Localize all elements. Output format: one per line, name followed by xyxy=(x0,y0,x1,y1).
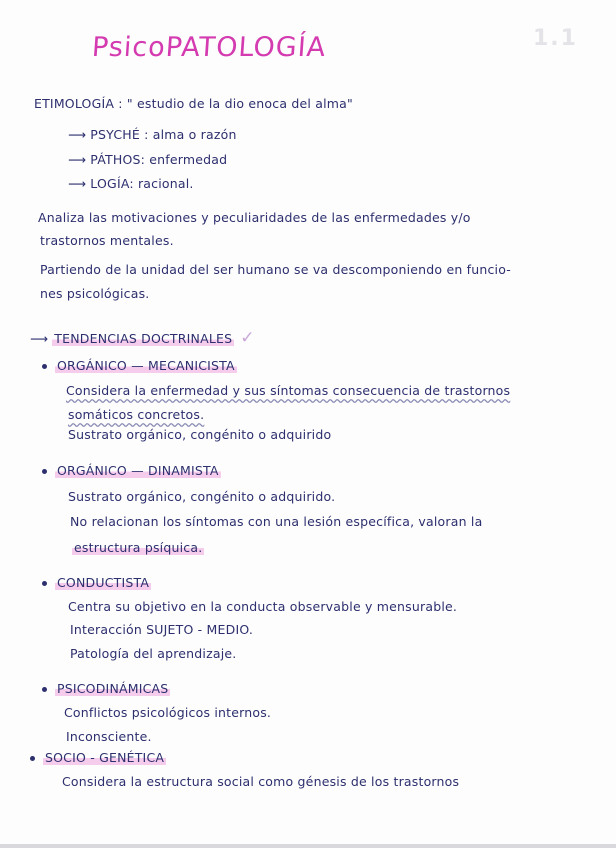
tendencia-line xyxy=(66,383,510,398)
bullet-icon xyxy=(42,469,47,474)
arrow-icon: ⟶ xyxy=(68,127,91,142)
etimologia-item xyxy=(68,176,194,191)
intro-line: Analiza las motivaciones y peculiaridades de las enfermedades y/o xyxy=(38,210,471,225)
tendencia-line: Centra su objetivo en la conducta observable y mensurable. xyxy=(68,599,458,614)
etimologia-label: ETIMOLOGÍA : xyxy=(34,96,123,111)
arrow-icon: ⟶ xyxy=(68,152,91,167)
tendencia-name: SOCIO - GENÉTICA xyxy=(45,750,165,765)
page-number: 1.1 xyxy=(533,26,578,51)
tendencia-heading xyxy=(42,358,237,373)
tendencia-line: Interacción SUJETO - MEDIO. xyxy=(70,622,254,637)
tendencia-name: PSICODINÁMICAS xyxy=(57,681,169,696)
intro-line: Partiendo de la unidad del ser humano se va descomponiendo en funcio- xyxy=(40,262,512,277)
tendencia-line xyxy=(72,540,204,555)
etimologia-item xyxy=(68,152,227,167)
section-title: TENDENCIAS DOCTRINALES xyxy=(54,331,233,346)
bullet-icon xyxy=(42,687,47,692)
arrow-icon: ⟶ xyxy=(30,331,53,346)
page-title: PsicoPATOLOGÍA xyxy=(90,32,328,63)
tendencia-line: Patología del aprendizaje. xyxy=(70,646,237,661)
tendencia-line: Conflictos psicológicos internos. xyxy=(64,705,272,720)
etimologia-item-text: LOGÍA: racional. xyxy=(90,176,194,191)
bullet-icon xyxy=(42,581,47,586)
etimologia-item-text: PSYCHÉ : alma o razón xyxy=(90,127,237,142)
tendencia-text: Considera la enfermedad y sus síntomas consecuencia de trastornos xyxy=(66,383,511,398)
tendencia-heading xyxy=(42,463,221,478)
tendencia-line: Sustrato orgánico, congénito o adquirido xyxy=(68,427,332,442)
tendencia-line: Inconsciente. xyxy=(66,729,152,744)
tendencia-line: Considera la estructura social como génesis de los trastornos xyxy=(62,774,460,789)
bullet-icon xyxy=(42,364,47,369)
tendencia-name: ORGÁNICO — MECANICISTA xyxy=(57,358,235,373)
tendencia-line: No relacionan los síntomas con una lesión específica, valoran la xyxy=(70,514,483,529)
tendencia-heading xyxy=(42,681,170,696)
etimologia-item-text: PÁTHOS: enfermedad xyxy=(90,152,228,167)
arrow-icon: ⟶ xyxy=(68,176,91,191)
tendencia-name: ORGÁNICO — DINAMISTA xyxy=(57,463,219,478)
bullet-icon xyxy=(30,756,35,761)
tendencia-heading xyxy=(42,575,151,590)
tendencia-line: Sustrato orgánico, congénito o adquirido. xyxy=(68,489,336,504)
page-edge xyxy=(0,844,616,848)
tendencia-name: CONDUCTISTA xyxy=(57,575,150,590)
etimologia-item xyxy=(68,127,237,142)
tendencia-line xyxy=(68,407,204,422)
section-heading xyxy=(30,328,255,348)
tendencia-text: estructura psíquica. xyxy=(74,540,203,555)
intro-line: trastornos mentales. xyxy=(40,233,174,248)
checkmark-icon: ✓ xyxy=(240,328,255,348)
tendencia-heading xyxy=(30,750,166,765)
etimologia-line xyxy=(34,96,353,111)
tendencia-text: somáticos concretos. xyxy=(68,407,205,422)
etimologia-text: " estudio de la dio enoca del alma" xyxy=(126,96,353,111)
intro-line: nes psicológicas. xyxy=(40,286,150,301)
